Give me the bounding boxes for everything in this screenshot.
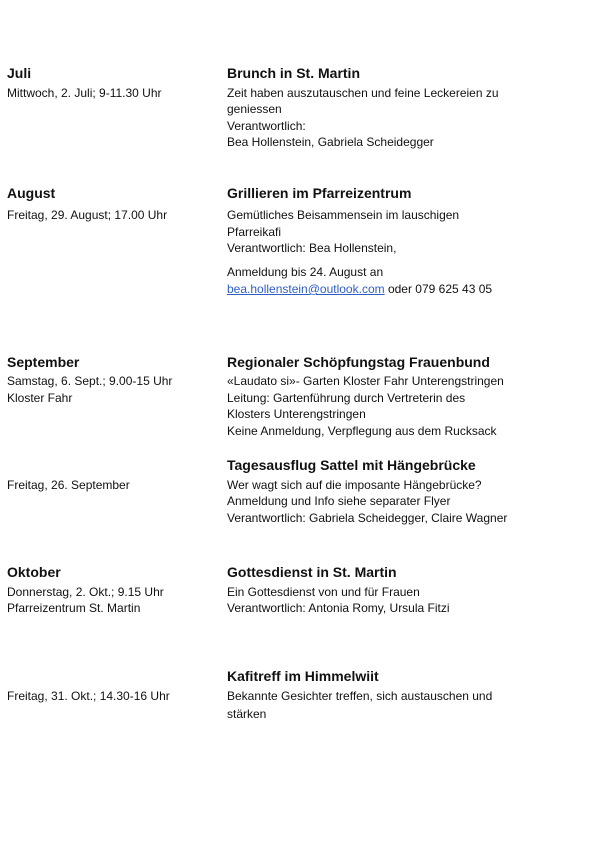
event-description-line: Bekannte Gesichter treffen, sich austauschen und bbox=[227, 689, 493, 703]
event-description-line: Leitung: Gartenführung durch Vertreterin des bbox=[227, 391, 466, 405]
event-description-line: geniessen bbox=[227, 102, 282, 116]
event-date: Donnerstag, 2. Okt.; 9.15 Uhr bbox=[7, 585, 164, 599]
event-contact-line bbox=[227, 282, 492, 296]
event-date: Samstag, 6. Sept.; 9.00-15 Uhr bbox=[7, 374, 173, 388]
event-title: Kafitreff im Himmelwiit bbox=[227, 668, 379, 684]
event-description-line: Pfarreikafi bbox=[227, 225, 282, 239]
email-link[interactable]: bea.hollenstein@outlook.com bbox=[227, 282, 385, 296]
event-registration: Anmeldung bis 24. August an bbox=[227, 265, 384, 279]
event-description-line: «Laudato si»- Garten Kloster Fahr Unterengstringen bbox=[227, 374, 504, 388]
event-responsible-names: Bea Hollenstein, Gabriela Scheidegger bbox=[227, 135, 434, 149]
phone-text: oder 079 625 43 05 bbox=[384, 282, 493, 296]
event-title: Regionaler Schöpfungstag Frauenbund bbox=[227, 354, 490, 370]
event-description-line: Zeit haben auszutauschen und feine Leckereien zu bbox=[227, 86, 499, 100]
event-place: Kloster Fahr bbox=[7, 391, 73, 405]
event-responsible-label: Verantwortlich: bbox=[227, 119, 306, 133]
event-description-line: Klosters Unterengstringen bbox=[227, 407, 366, 421]
event-responsible: Verantwortlich: Gabriela Scheidegger, Claire Wagner bbox=[227, 511, 508, 525]
event-responsible: Verantwortlich: Bea Hollenstein, bbox=[227, 241, 397, 255]
event-place: Pfarreizentrum St. Martin bbox=[7, 601, 141, 615]
event-description-line: Ein Gottesdienst von und für Frauen bbox=[227, 585, 420, 599]
event-date: Freitag, 31. Okt.; 14.30-16 Uhr bbox=[7, 689, 170, 703]
event-description-line: Keine Anmeldung, Verpflegung aus dem Rucksack bbox=[227, 424, 497, 438]
event-title: Gottesdienst in St. Martin bbox=[227, 564, 397, 580]
month-heading-august: August bbox=[7, 185, 56, 201]
event-description-line: Gemütliches Beisammensein im lauschigen bbox=[227, 208, 460, 222]
month-heading-oktober: Oktober bbox=[7, 564, 61, 580]
event-date: Freitag, 26. September bbox=[7, 478, 130, 492]
event-title: Grillieren im Pfarreizentrum bbox=[227, 185, 412, 201]
event-title: Tagesausflug Sattel mit Hängebrücke bbox=[227, 457, 476, 473]
month-heading-september: September bbox=[7, 354, 80, 370]
event-description-line: Anmeldung und Info siehe separater Flyer bbox=[227, 494, 451, 508]
event-responsible: Verantwortlich: Antonia Romy, Ursula Fitzi bbox=[227, 601, 450, 615]
event-title: Brunch in St. Martin bbox=[227, 65, 360, 81]
month-heading-juli: Juli bbox=[7, 65, 32, 81]
event-description-line: Wer wagt sich auf die imposante Hängebrücke? bbox=[227, 478, 482, 492]
event-description-line: stärken bbox=[227, 707, 267, 721]
event-date: Freitag, 29. August; 17.00 Uhr bbox=[7, 208, 168, 222]
event-date: Mittwoch, 2. Juli; 9-11.30 Uhr bbox=[7, 86, 162, 100]
